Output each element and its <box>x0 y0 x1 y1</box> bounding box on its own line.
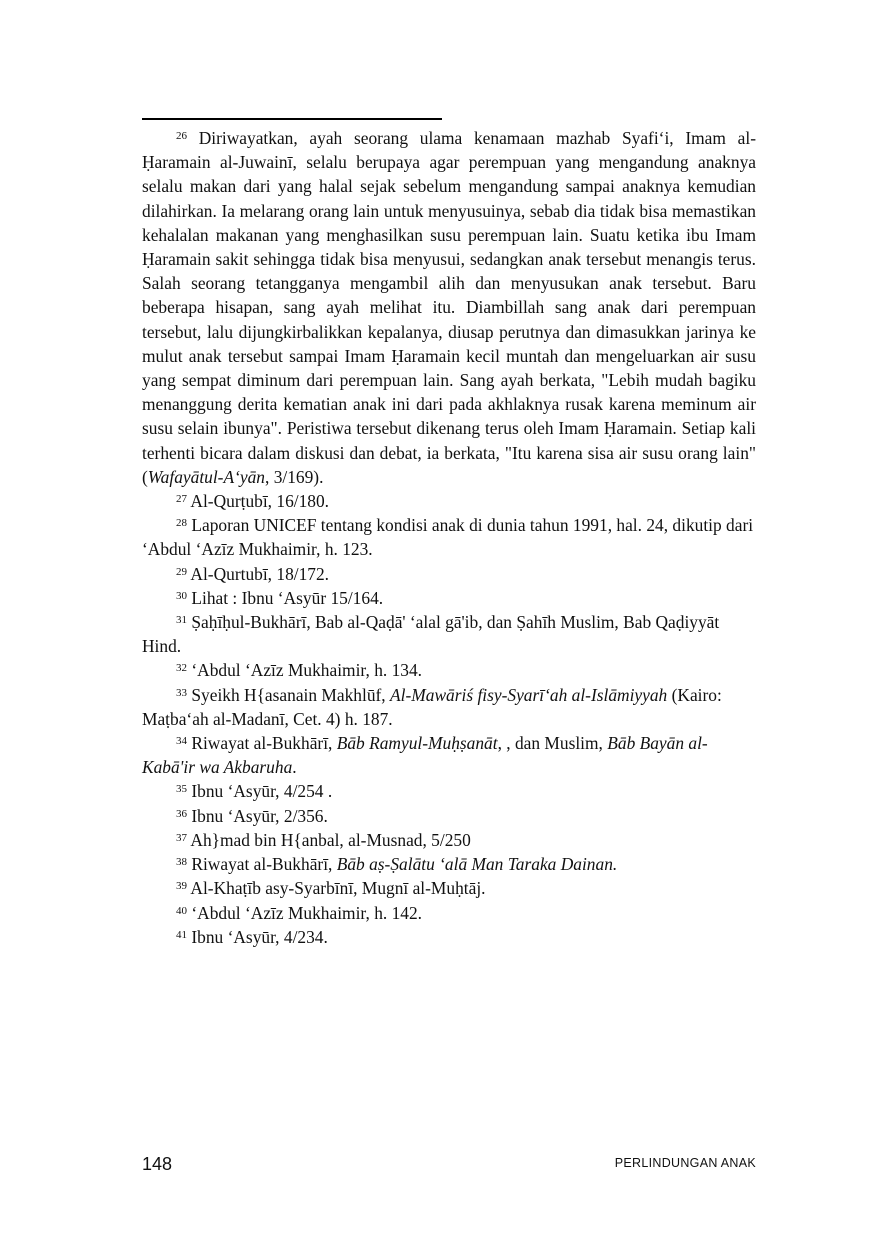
footnote-italic-title: Bāb Bayān al-Kabā'ir wa Akbaruha <box>142 733 708 778</box>
footnote-number: 37 <box>176 831 187 844</box>
footnote-number: 31 <box>176 614 187 627</box>
footnote-36 <box>142 804 756 828</box>
running-title: PERLINDUNGAN ANAK <box>614 1156 756 1170</box>
footnote-italic-title: Bāb Ramyul-Muḥṣanāt <box>336 733 498 754</box>
footnote-text: Syeikh H{asanain Makhlūf, <box>191 684 391 705</box>
footnote-text: , , dan Muslim, <box>497 733 608 754</box>
footnote-number: 36 <box>176 807 187 820</box>
footnote-text: ‘Abdul ‘Azīz Mukhaimir, h. 134. <box>191 660 423 681</box>
footnote-italic-title: Wafayātul-A‘yān <box>147 466 265 487</box>
footnote-text: Al-Qurṭubī, 16/180. <box>190 491 330 512</box>
footnote-number: 28 <box>176 517 187 530</box>
footnote-39 <box>142 876 756 900</box>
footnote-text: . <box>292 757 297 778</box>
footnote-text: Laporan UNICEF tentang kondisi anak di dunia tahun 1991, hal. 24, dikutip dari ‘Abdul ‘Azīz Mukhaimir, h. 123. <box>142 515 754 560</box>
footnote-34 <box>142 731 756 779</box>
footnote-italic-title: Al-Mawāriś fisy-Syarī‘ah al-Islāmiyyah <box>390 684 668 705</box>
footnote-text: , 3/169). <box>265 466 324 487</box>
footnote-number: 32 <box>176 662 187 675</box>
footnote-text: Riwayat al-Bukhārī, <box>191 733 337 754</box>
footnote-number: 41 <box>176 928 187 941</box>
footnote-number: 27 <box>176 493 187 506</box>
footnotes-section <box>142 126 756 949</box>
footnote-41 <box>142 925 756 949</box>
footnote-text: Ah}mad bin H{anbal, al-Musnad, 5/250 <box>190 829 471 850</box>
footnote-text: Ibnu ‘Asyūr, 2/356. <box>191 805 328 826</box>
footnote-31 <box>142 610 756 658</box>
footnote-italic-title: Bāb aṣ-Ṣalātu ‘alā Man Taraka Dainan. <box>336 854 618 875</box>
footnote-text: (Kairo: Maṭba‘ah al-Madanī, Cet. 4) h. 187. <box>142 684 722 729</box>
footnote-text: Ṣaḥīḥul-Bukhārī, Bab al-Qaḍā' ‘alal gā'ib, dan Ṣahīh Muslim, Bab Qaḍiyyāt Hind. <box>142 612 720 657</box>
footnote-text: Al-Khaṭīb asy-Syarbīnī, Mugnī al-Muḥtāj. <box>190 878 486 899</box>
footnote-32 <box>142 658 756 682</box>
page-number: 148 <box>142 1154 173 1174</box>
footnote-text: Ibnu ‘Asyūr, 4/234. <box>191 926 328 947</box>
footnote-number: 38 <box>176 856 187 869</box>
footnote-29 <box>142 562 756 586</box>
footnote-30 <box>142 586 756 610</box>
footnote-text: Diriwayatkan, ayah seorang ulama kenamaan mazhab Syafi‘i, Imam al-Ḥaramain al-Juwainī, selalu berupaya agar perempuan yang mengandung anaknya selalu makan dari yang halal sejak sebelum mengandung sampai anaknya kemudian dilahirkan. Ia melarang orang lain untuk menyusuinya, sebab dia tidak bisa memastikan kehalalan makanan yang menghasilkan susu perempuan lain. Suatu ketika ibu Imam Ḥaramain sakit sehingga tidak bisa menyusui, sedangkan anak tersebut menangis terus. Salah seorang tetangganya mengambil alih dan menyusukan anak tersebut. Baru beberapa hisapan, sang ayah melihat itu. Diambillah sang anak dari perempuan tersebut, lalu dijungkirbalikkan kepalanya, diusap perutnya dan dimasukkan jarinya ke mulut anak tersebut sampai Imam Ḥaramain kecil muntah dan mengeluarkan air susu yang sempat diminum dari perempuan lain. Sang ayah berkata, "Lebih mudah bagiku menanggung derita kematian anak ini dari pada akhlaknya rusak karena meminum air susu selain ibunya". Peristiwa tersebut dikenang terus oleh Imam Ḥaramain. Setiap kali terhenti bicara dalam diskusi dan debat, ia berkata, "Itu karena sisa air susu orang lain" ( <box>142 128 756 487</box>
footnote-text: Al-Qurtubī, 18/172. <box>190 563 330 584</box>
footnote-28 <box>142 513 756 561</box>
footnote-text: Riwayat al-Bukhārī, <box>191 854 337 875</box>
footnote-27 <box>142 489 756 513</box>
footnote-number: 40 <box>176 904 187 917</box>
footnote-26 <box>142 126 756 489</box>
footnote-38 <box>142 852 756 876</box>
footnote-number: 39 <box>176 880 187 893</box>
footnote-number: 29 <box>176 565 187 578</box>
footnote-37 <box>142 828 756 852</box>
footnote-33 <box>142 683 756 731</box>
footnote-number: 26 <box>176 130 187 142</box>
footnote-number: 33 <box>176 686 187 699</box>
footnote-number: 30 <box>176 589 187 602</box>
footnote-text: Lihat : Ibnu ‘Asyūr 15/164. <box>191 587 384 608</box>
footnote-number: 35 <box>176 783 187 796</box>
footnote-40 <box>142 901 756 925</box>
footnote-number: 34 <box>176 735 187 748</box>
footnote-text: ‘Abdul ‘Azīz Mukhaimir, h. 142. <box>191 902 423 923</box>
page-footer <box>142 1154 756 1174</box>
footnote-35 <box>142 779 756 803</box>
footnote-text: Ibnu ‘Asyūr, 4/254 . <box>191 781 333 802</box>
footnote-separator <box>142 118 442 120</box>
